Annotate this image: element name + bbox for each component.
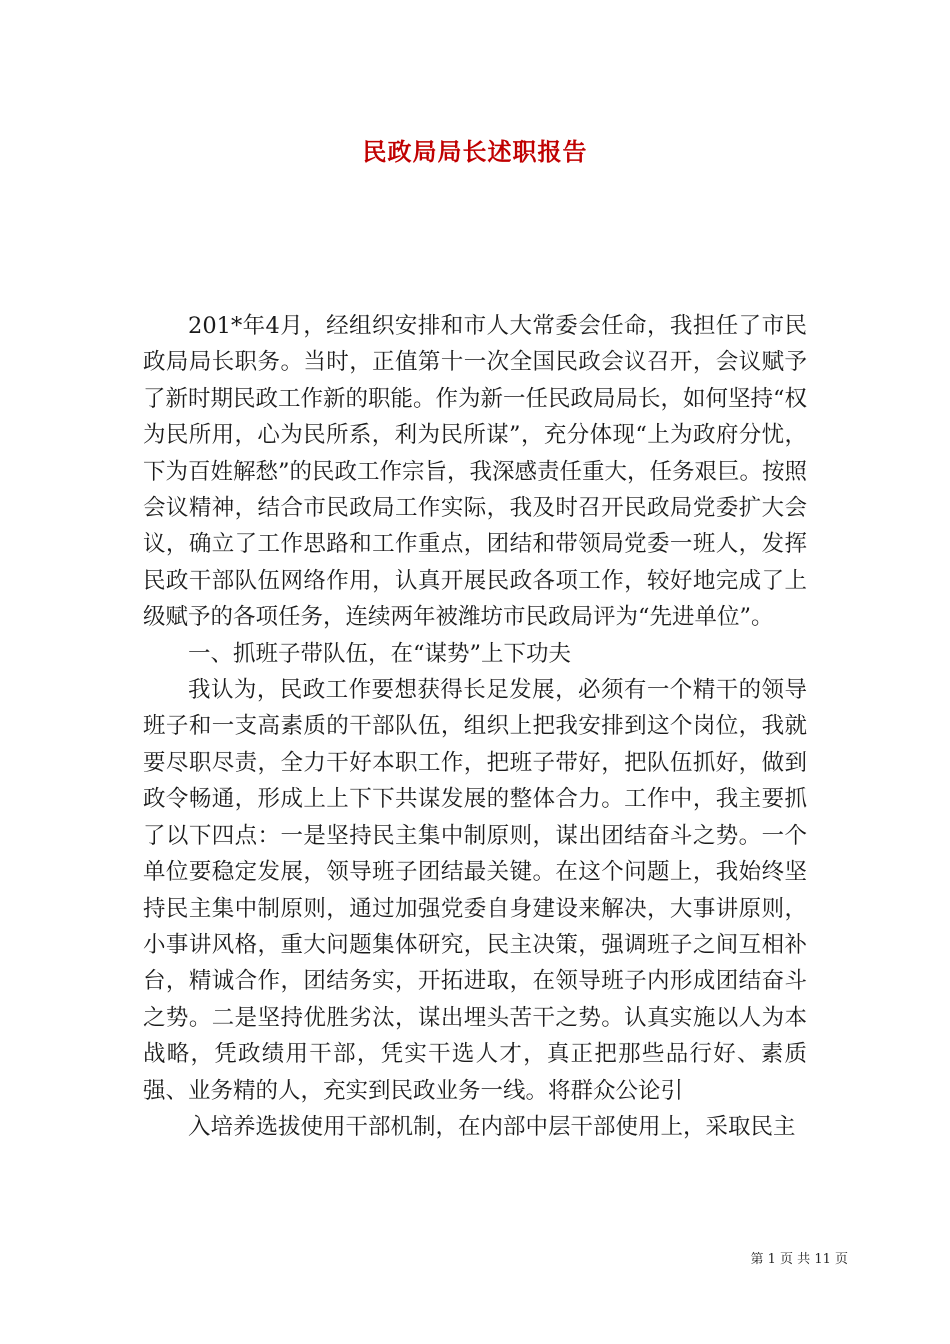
section-heading: 一、抓班子带队伍，在“谋势”上下功夫 — [188, 640, 572, 667]
paragraph-section-1: 我认为，民政工作要想获得长足发展，必须有一个精干的领导班子和一支高素质的干部队伍，组织上把我安排到这个岗位，我就要尽职尽责，全力干好本职工作，把班子带好，把队伍抓好，做到政令畅通，形成上上下下共谋发展的整体合力。工作中，我主要抓了以下四点：一是坚持民主集中制原则，谋出团结奋斗之势。一个单位要稳定发展，领导班子团结最关键。在这个问题上，我始终坚持民主集中制原则，通过加强党委自身建设来解决，大事讲原则，小事讲风格，重大问题集体研究，民主决策，强调班子之间互相补台，精诚合作，团结务实，开拓进取，在领导班子内形成团结奋斗之势。二是坚持优胜劣汰，谋出埋头苦干之势。认真实施以人为本战略，凭政绩用干部，凭实干选人才，真正把那些品行好、素质强、业务精的人，充实到民政业务一线。将群众公论引 — [143, 677, 807, 1104]
paragraph-intro: 201*年4月，经组织安排和市人大常委会任命，我担任了市民政局局长职务。当时，正值第十一次全国民政会议召开，会议赋予了新时期民政工作新的职能。作为新一任民政局局长，如何坚持“权为民所用，心为民所系，利为民所谋”，充分体现“上为政府分忧，下为百姓解愁”的民政工作宗旨，我深感责任重大，任务艰巨。按照会议精神，结合市民政局工作实际，我及时召开民政局党委扩大会议，确立了工作思路和工作重点，团结和带领局党委一班人，发挥民政干部队伍网络作用，认真开展民政各项工作，较好地完成了上级赋予的各项任务，连续两年被潍坊市民政局评为“先进单位”。 — [143, 313, 808, 631]
document-body — [143, 308, 807, 1145]
page-number: 第 1 页 共 11 页 — [750, 1252, 848, 1267]
document-title: 民政局局长述职报告 — [362, 137, 588, 166]
paragraph-continuation: 入培养选拔使用干部机制，在内部中层干部使用上，采取民主 — [188, 1113, 796, 1140]
